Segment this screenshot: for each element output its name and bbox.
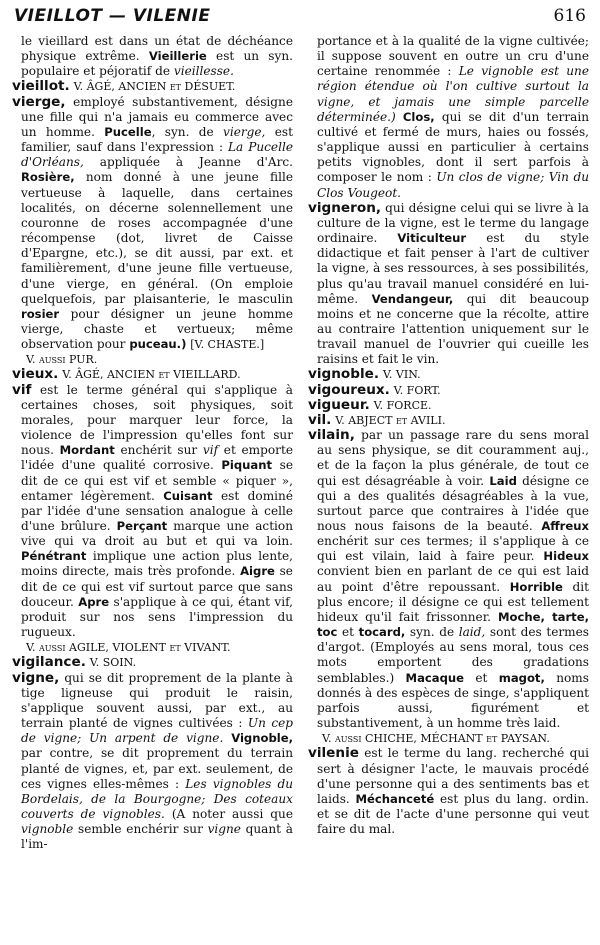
- entry-vil: [308, 413, 589, 428]
- cross-reference: V. ABJECT et AVILI.: [335, 413, 446, 427]
- headword: vigueur.: [308, 396, 370, 413]
- entry-vigoureux: [308, 383, 589, 398]
- headword: vif: [12, 381, 32, 398]
- headword: vigneron,: [308, 199, 382, 216]
- headword: vigne,: [12, 669, 60, 686]
- entry-vieillot: [12, 79, 293, 94]
- headword: vierge,: [12, 93, 66, 110]
- entry-vierge: vierge, employé substantivement, désigne une fille qui n'a jamais eu commerce avec un homme. Pucelle, syn. de vierge, est familier, sauf dans l'expression : La Pucelle d'Orléans, appliquée à Jeanne d'Arc. Rosière, nom donné à une jeune fille vertueuse à laquelle, dans certaines localités, on décerne solennellement une couronne de roses accompagnée d'une récompense (dot, livret de Caisse d'Epargne, etc.), se dit aussi, par ext. et familièrement, d'une jeune fille vertueuse, d'une vierge, en général. (On emploie quelquefois, par plaisanterie, le masculin rosier pour désigner un jeune homme vierge, chaste et vertueux; même observation pour puceau.) [V. CHASTE.]: [12, 93, 293, 352]
- cross-reference: V. aussi AGILE, VIOLENT et VIVANT.: [26, 641, 231, 655]
- entry-vif: vif est le terme général qui s'applique à certaines choses, soit physiques, soit morales, pour marquer leur force, la violence de l'impression qu'elles font sur nous. Mordant enchérit sur vif et emporte l'idée d'une qualité corrosive. Piquant se dit de ce qui est vif et semble « piquer », entamer légèrement. Cuisant est dominé par l'idée d'une sensation analogue à celle d'une brûlure. Perçant marque une action vive qui va droit au but et qui va loin. Pénétrant implique une action plus lente, moins directe, mais très profonde. Aigre se dit de ce qui est vif surtout parce que sans douceur. Apre s'applique à ce qui, étant vif, produit sur nos sens l'impression du rugueux.: [12, 381, 293, 640]
- cross-reference: V. ÂGÉ, ANCIEN et VIEILLARD.: [62, 368, 241, 382]
- cross-reference: V. FORCE.: [373, 398, 432, 412]
- page-header: [14, 6, 586, 30]
- entry-vignoble: [308, 367, 589, 382]
- headword: vilain,: [308, 427, 355, 444]
- entry-vilenie: vilenie est le terme du lang. recherché qui sert à désigner l'acte, le mauvais procédé d'une personne qui a des sentiments bas et laids. Méchanceté est plus du lang. ordin. et se dit de l'acte d'une personne qui veut faire du mal.: [308, 745, 589, 837]
- entry-vilain: vilain, par un passage rare du sens moral au sens physique, se dit couramment auj., et de la façon la plus générale, de tout ce qui est désagréable à voir. Laid désigne ce qui a des qualités désagréables à la vue, surtout parce que contraires à l'idée que nous nous faisons de la beauté. Affreux enchérit sur ces termes; il s'applique à ce qui est vilain, laid à faire peur. Hideux convient bien en parlant de ce qui est laid au point d'être repoussant. Horrible dit plus encore; il désigne ce qui est tellement hideux qu'il fait frissonner. Moche, tarte, toc et tocard, syn. de laid, sont des termes d'argot. (Employés au sens moral, tous ces mots emportent des gradations semblables.) Macaque et magot, noms donnés à des espèces de singe, s'appliquent parfois aussi, figurément et substantivement, à un homme très laid.: [308, 427, 589, 731]
- cross-reference: V. aussi CHICHE, MÉCHANT et PAYSAN.: [322, 732, 550, 746]
- continued-text: portance et à la qualité de la vigne cultivée; il suppose souvent en outre un cru d'une certaine renommée : Le vignoble est une région étendue où l'on cultive surtout la vigne, et jamais une simple parcelle déterminée.) Clos, qui se dit d'un terrain cultivé et fermé de murs, haies ou fossés, s'applique aussi en particulier à certains petits vignobles, dont il sert parfois à composer le nom : Un clos de vigne; Vin du Clos Vougeot.: [317, 34, 589, 200]
- cross-reference: V. ÂGÉ, ANCIEN et DÉSUET.: [73, 80, 236, 94]
- headword: vieux.: [12, 366, 59, 383]
- cross-reference: V. SOIN.: [89, 656, 137, 670]
- entry-vigueur: [308, 398, 589, 413]
- right-column: [308, 34, 589, 837]
- page-number: 616: [553, 6, 586, 26]
- running-head: VIEILLOT — VILENIE: [14, 6, 211, 26]
- headword: vieillot.: [12, 78, 70, 95]
- continued-text: le vieillard est dans un état de déchéance physique extrême. Vieillerie est un syn. populaire et péjoratif de vieillesse.: [21, 34, 293, 79]
- headword: vilenie: [308, 745, 359, 762]
- entry-vigilance: [12, 655, 293, 670]
- cross-reference: V. VIN.: [382, 368, 421, 382]
- cross-reference: V. FORT.: [393, 383, 441, 397]
- left-column: [12, 34, 293, 852]
- cross-reference: V. aussi PUR.: [26, 353, 98, 367]
- entry-vigneron: vigneron, qui désigne celui qui se livre à la culture de la vigne, est le terme du langage ordinaire. Viticulteur est du style didactique et fait penser à l'art de cultiver la vigne, à ses ressources, à ses possibilités, plus qu'au travail manuel considéré en lui-même. Vendangeur, qui dit beaucoup moins et ne concerne que la récolte, attire au contraire l'attention uniquement sur le travail manuel de l'ouvrier qui cueille les raisins et fait le vin.: [308, 199, 589, 367]
- headword: vigoureux.: [308, 381, 390, 398]
- entry-vigne: vigne, qui se dit proprement de la plante à tige ligneuse qui produit le raisin, s'applique souvent aussi, par ext., au terrain planté de vignes cultivées : Un cep de vigne; Un arpent de vigne. Vignoble, par contre, se dit proprement du terrain planté de vignes, et, par ext. seulement, de ces vignes elles-mêmes : Les vignobles du Bordelais, de la Bourgogne; Des coteaux couverts de vignobles. (A noter aussi que vignoble semble enchérir sur vigne quant à l'im-: [12, 669, 293, 852]
- headword: vil.: [308, 411, 332, 428]
- headword: vigilance.: [12, 654, 86, 671]
- headword: vignoble.: [308, 366, 380, 383]
- entry-vieux: [12, 367, 293, 382]
